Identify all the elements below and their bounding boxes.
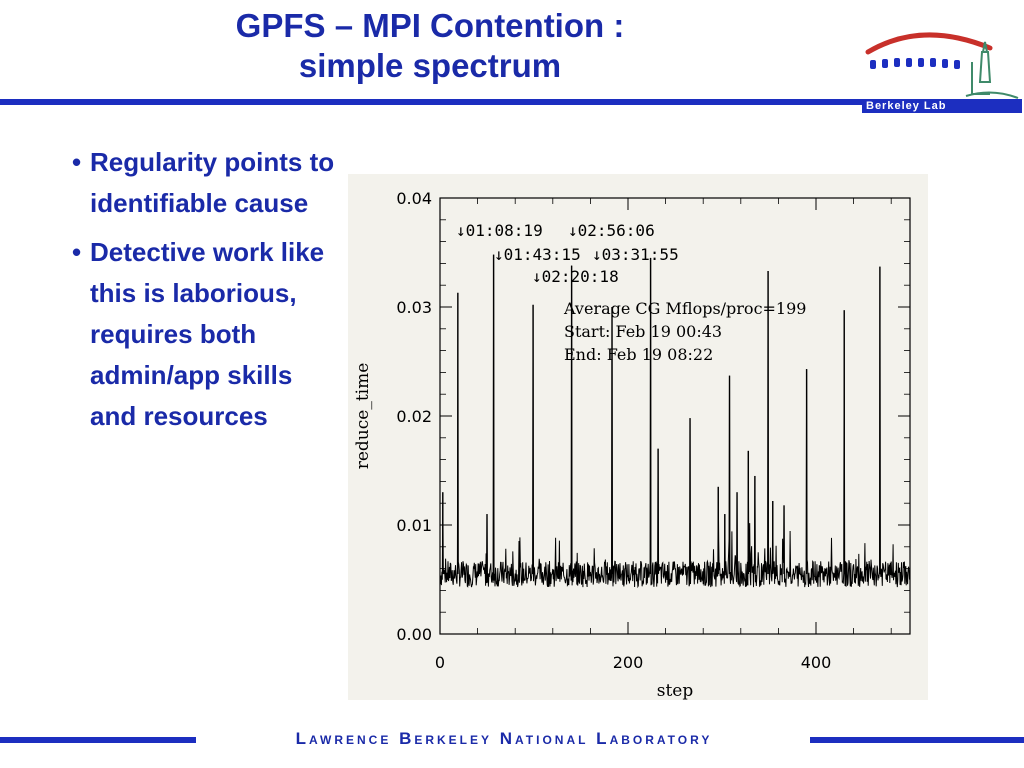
logo-wordmark: Berkeley Lab [862, 99, 1022, 113]
berkeley-lab-logo [862, 22, 1022, 114]
bullet-list [72, 142, 342, 445]
bullet-item [72, 142, 342, 224]
x-tick-label: 0 [434, 653, 446, 672]
annotation-info: End: Feb 19 08:22 [564, 345, 714, 364]
x-axis-label: step [656, 681, 694, 700]
y-axis-label: reduce_time [353, 362, 373, 470]
y-tick-label: 0.04 [396, 189, 432, 208]
annotation-timestamp: ↓01:08:19 [456, 221, 543, 240]
y-tick-label: 0.01 [396, 516, 432, 535]
reduce-time-chart [348, 174, 928, 700]
annotation-info: Start: Feb 19 00:43 [564, 322, 723, 341]
x-tick-label: 200 [612, 653, 644, 672]
bullet-dot-icon: • [72, 147, 82, 177]
y-tick-label: 0.02 [396, 407, 432, 426]
footer-lab-name: Lawrence Berkeley National Laboratory [295, 729, 713, 748]
x-tick-label: 400 [800, 653, 832, 672]
slide-title [150, 6, 710, 86]
bullet-dot-icon: • [72, 237, 82, 267]
title-divider [0, 99, 862, 105]
chart-panel [348, 174, 928, 700]
footer-rule-left [0, 737, 196, 743]
annotation-info: Average CG Mflops/proc=199 [564, 299, 807, 318]
title-line-2: simple spectrum [298, 47, 562, 84]
y-tick-label: 0.03 [396, 298, 432, 317]
annotation-timestamp: ↓02:56:06 [568, 221, 655, 240]
footer-rule-right [810, 737, 1024, 743]
y-tick-label: 0.00 [396, 625, 432, 644]
bullet-item [72, 232, 342, 437]
annotation-timestamp: ↓03:31:55 [592, 245, 679, 264]
bullet-text: Detective work like this is laborious, requires both admin/app skills and resources [90, 237, 325, 431]
title-line-1: GPFS – MPI Contention : [235, 7, 625, 44]
annotation-timestamp: ↓02:20:18 [532, 267, 619, 286]
annotation-timestamp: ↓01:43:15 [494, 245, 581, 264]
bullet-text: Regularity points to identifiable cause [90, 147, 335, 218]
